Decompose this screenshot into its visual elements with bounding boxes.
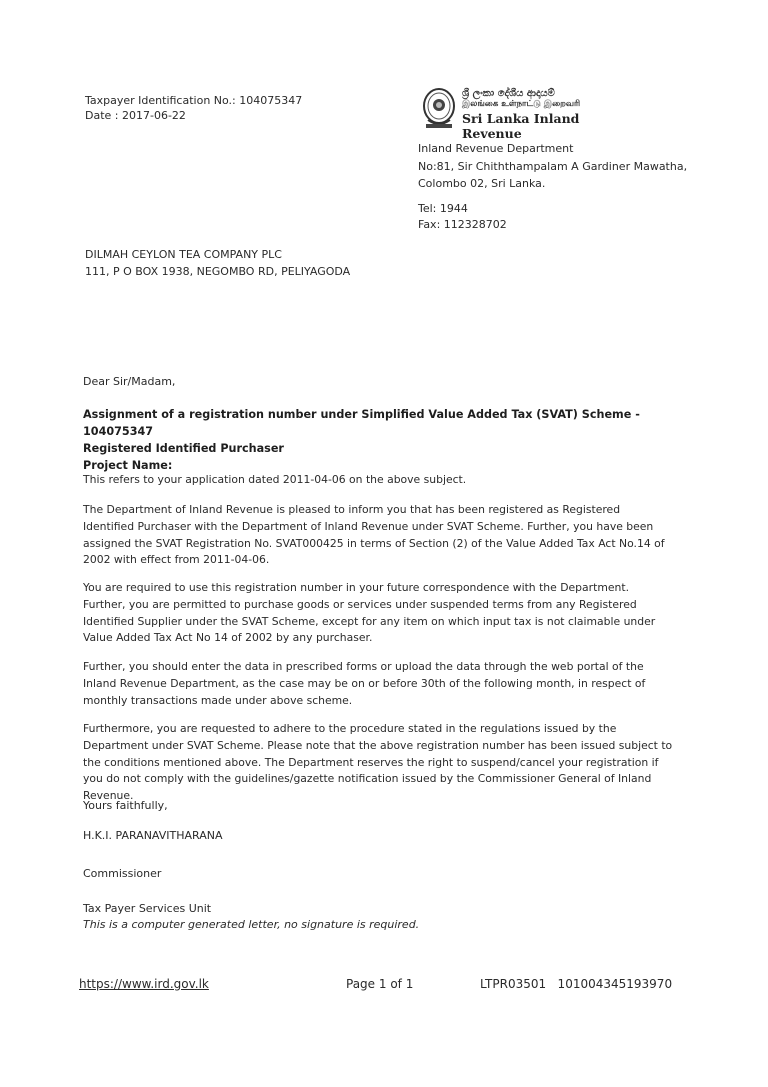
body-paragraph-1: This refers to your application dated 2011-04-06 on the above subject. bbox=[83, 473, 467, 486]
computer-generated-note: This is a computer generated letter, no signature is required. bbox=[83, 918, 420, 931]
logo-tamil-text: இலங்கை உள்நாட்டு இறைவரி bbox=[462, 99, 581, 109]
department-address bbox=[418, 140, 718, 193]
letter-date: Date : 2017-06-22 bbox=[85, 109, 186, 122]
taxpayer-id: Taxpayer Identification No.: 104075347 bbox=[85, 94, 303, 107]
signer-name: H.K.I. PARANAVITHARANA bbox=[83, 829, 223, 842]
body-paragraph-4: Further, you should enter the data in prescribed forms or upload the data through the web portal of the Inland Revenue Department, as the case may be on or before 30th of the following month, in respect of monthly transactions made under above scheme. bbox=[83, 660, 646, 707]
telephone: Tel: 1944 bbox=[418, 202, 468, 215]
reference-number: LTPR03501 101004345193970 bbox=[480, 977, 673, 991]
logo-sinhala-text: ශ්‍රී ලංකා දේශීය ආදායම් bbox=[462, 88, 555, 99]
body-paragraph-2: The Department of Inland Revenue is pleased to inform you that has been registered as Registered Identified Purchaser with the Department of Inland Revenue under SVAT Scheme. Further, you have been assigned the SVAT Registration No. SVAT000425 in terms of Section (2) of the Value Added Tax Act No.14 of 2002 with effect from 2011-04-06. bbox=[83, 503, 665, 567]
salutation: Dear Sir/Madam, bbox=[83, 375, 176, 388]
recipient-address bbox=[85, 247, 350, 280]
address-line-2: Colombo 02, Sri Lanka. bbox=[418, 177, 546, 190]
address-line-1: No:81, Sir Chiththampalam A Gardiner Mawatha, bbox=[418, 159, 688, 173]
subject-block bbox=[83, 406, 683, 474]
ird-logo bbox=[422, 84, 622, 141]
emblem-icon bbox=[422, 86, 456, 130]
signer-unit: Tax Payer Services Unit bbox=[83, 902, 212, 915]
website-link[interactable]: https://www.ird.gov.lk bbox=[79, 977, 209, 991]
fax: Fax: 112328702 bbox=[418, 218, 507, 231]
logo-english-text: Sri Lanka Inland Revenue bbox=[462, 111, 580, 141]
subject-line-3: Project Name: bbox=[83, 459, 173, 472]
subject-line-2: Registered Identified Purchaser bbox=[83, 442, 284, 455]
subject-line-1: Assignment of a registration number under Simplified Value Added Tax (SVAT) Scheme - 104075347 bbox=[83, 408, 640, 438]
department-name: Inland Revenue Department bbox=[418, 142, 574, 155]
body-paragraph-5: Furthermore, you are requested to adhere to the procedure stated in the regulations issued by the Department under SVAT Scheme. Please note that the above registration number has been issued subject to the conditions mentioned above. The Department reserves the right to suspend/cancel your registration if you do not comply with the guidelines/gazette notification issued by the Commissioner General of Inland Revenue. bbox=[83, 722, 673, 803]
signer-title: Commissioner bbox=[83, 867, 162, 880]
recipient-company: DILMAH CEYLON TEA COMPANY PLC bbox=[85, 248, 282, 261]
valediction: Yours faithfully, bbox=[83, 799, 168, 812]
body-paragraph-3: You are required to use this registration number in your future correspondence with the Department. Further, you are permitted to purchase goods or services under suspended terms from any Registered Identified Supplier under the SVAT Scheme, except for any item on which input tax is not claimable under Value Added Tax Act No 14 of 2002 by any purchaser. bbox=[83, 581, 656, 645]
contact-info bbox=[418, 201, 507, 233]
recipient-street: 111, P O BOX 1938, NEGOMBO RD, PELIYAGODA bbox=[85, 264, 351, 278]
page-number: Page 1 of 1 bbox=[346, 977, 414, 991]
